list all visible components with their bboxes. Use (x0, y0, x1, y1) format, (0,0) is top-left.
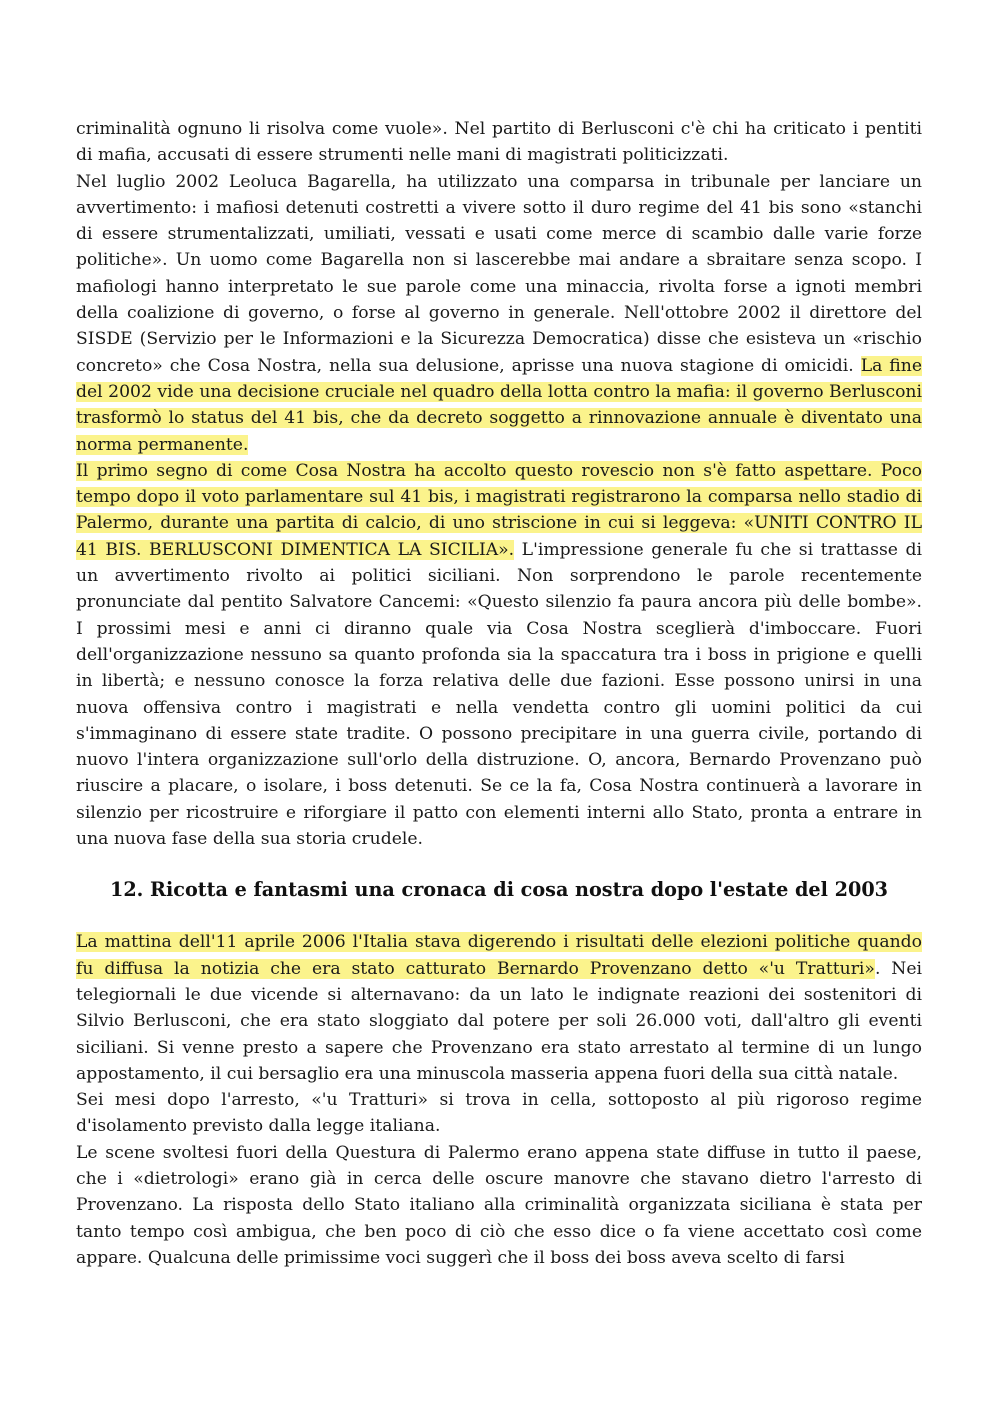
paragraph-bagarella-text: Nel luglio 2002 Leoluca Bagarella, ha utilizzato una comparsa in tribunale per lanciare un avvertimento: i mafiosi detenuti costretti a vivere sotto il duro regime del 41 bis sono «stanchi di essere strumentalizzati, umiliati, vessati e usati come merce di scambio dalle varie forze politiche». Un uomo come Bagarella non si lascerebbe mai andare a sbraitare senza scopo. I mafiologi hanno interpretato le sue parole come una minaccia, rivolta forse a ignoti membri della coalizione di governo, o forse al governo in generale. Nell'ottobre 2002 il direttore del SISDE (Servizio per le Informazioni e la Sicurezza Democratica) disse che esisteva un «rischio concreto» che Cosa Nostra, nella sua delusione, aprisse una nuova stagione di omicidi. (76, 171, 922, 376)
highlight-41bis-permanente: La fine del 2002 vide una decisione cruciale nel quadro della lotta contro la mafia: il governo Berlusconi trasformò lo status del 41 bis, che da decreto soggetto a rinnovazione annuale è diventato una norma permanente. (76, 355, 922, 455)
paragraph-isolamento: Sei mesi dopo l'arresto, «'u Tratturi» si trova in cella, sottoposto al più rigoroso regime d'isolamento previsto dalla legge italiana. (76, 1090, 922, 1137)
highlight-striscione: Il primo segno di come Cosa Nostra ha accolto questo rovescio non s'è fatto aspettare. Poco tempo dopo il voto parlamentare sul 41 bis, i magistrati registrarono la comparsa nello stadio di Palermo, durante una partita di calcio, di uno striscione in cui si leggeva: «UNITI CONTRO IL 41 BIS. BERLUSCONI DIMENTICA LA SICILIA». (76, 460, 922, 560)
highlight-cattura-provenzano: La mattina dell'11 aprile 2006 l'Italia stava digerendo i risultati delle elezioni politiche quando fu diffusa la notizia che era stato catturato Bernardo Provenzano detto «'u Tratturi» (76, 932, 922, 979)
section-heading: 12. Ricotta e fantasmi una cronaca di cosa nostra dopo l'estate del 2003 (109, 878, 889, 902)
paragraph-criminalita: criminalità ognuno li risolva come vuole». Nel partito di Berlusconi c'è chi ha criticato i pentiti di mafia, accusati di essere strumenti nelle mani di magistrati politicizzati. (76, 119, 922, 166)
document-page (76, 116, 922, 1271)
paragraph-bagarella (76, 169, 922, 458)
paragraph-arresto-provenzano (76, 929, 922, 1087)
paragraph-striscione (76, 458, 922, 852)
paragraph-arresto-text: . Nei telegiornali le due vicende si alternavano: da un lato le indignate reazioni dei sostenitori di Silvio Berlusconi, che era stato sloggiato dal potere per soli 26.000 voti, dall'altro gli eventi siciliani. Si venne presto a sapere che Provenzano era stato arrestato al termine di un lungo appostamento, il cui bersaglio era una minuscola masseria appena fuori della sua città natale. (76, 958, 922, 1084)
paragraph-dietrologi: Le scene svoltesi fuori della Questura di Palermo erano appena state diffuse in tutto il paese, che i «dietrologi» erano già in cerca delle oscure manovre che stavano dietro l'arresto di Provenzano. La risposta dello Stato italiano alla criminalità organizzata siciliana è stata per tanto tempo così ambigua, che ben poco di ciò che esso dice o fa viene accettato così come appare. Qualcuna delle primissime voci suggerì che il boss dei boss aveva scelto di farsi (76, 1142, 922, 1268)
paragraph-striscione-text: L'impressione generale fu che si trattasse di un avvertimento rivolto ai politici siciliani. Non sorprendono le parole recentemente pronunciate dal pentito Salvatore Cancemi: «Questo silenzio fa paura ancora più delle bombe». I prossimi mesi e anni ci diranno quale via Cosa Nostra sceglierà d'imboccare. Fuori dell'organizzazione nessuno sa quanto profonda sia la spaccatura tra i boss in prigione e quelli in libertà; e nessuno conosce la forza relativa delle due fazioni. Esse possono unirsi in una nuova offensiva contro i magistrati e nella vendetta contro gli uomini politici da cui s'immaginano di essere state tradite. O possono precipitare in una guerra civile, portando di nuovo l'intera organizzazione sull'orlo della distruzione. O, ancora, Bernardo Provenzano può riuscire a placare, o isolare, i boss detenuti. Se ce la fa, Cosa Nostra continuerà a lavorare in silenzio per ricostruire e riforgiare il patto con elementi interni allo Stato, pronta a entrare in una nuova fase della sua storia crudele. (76, 539, 922, 850)
